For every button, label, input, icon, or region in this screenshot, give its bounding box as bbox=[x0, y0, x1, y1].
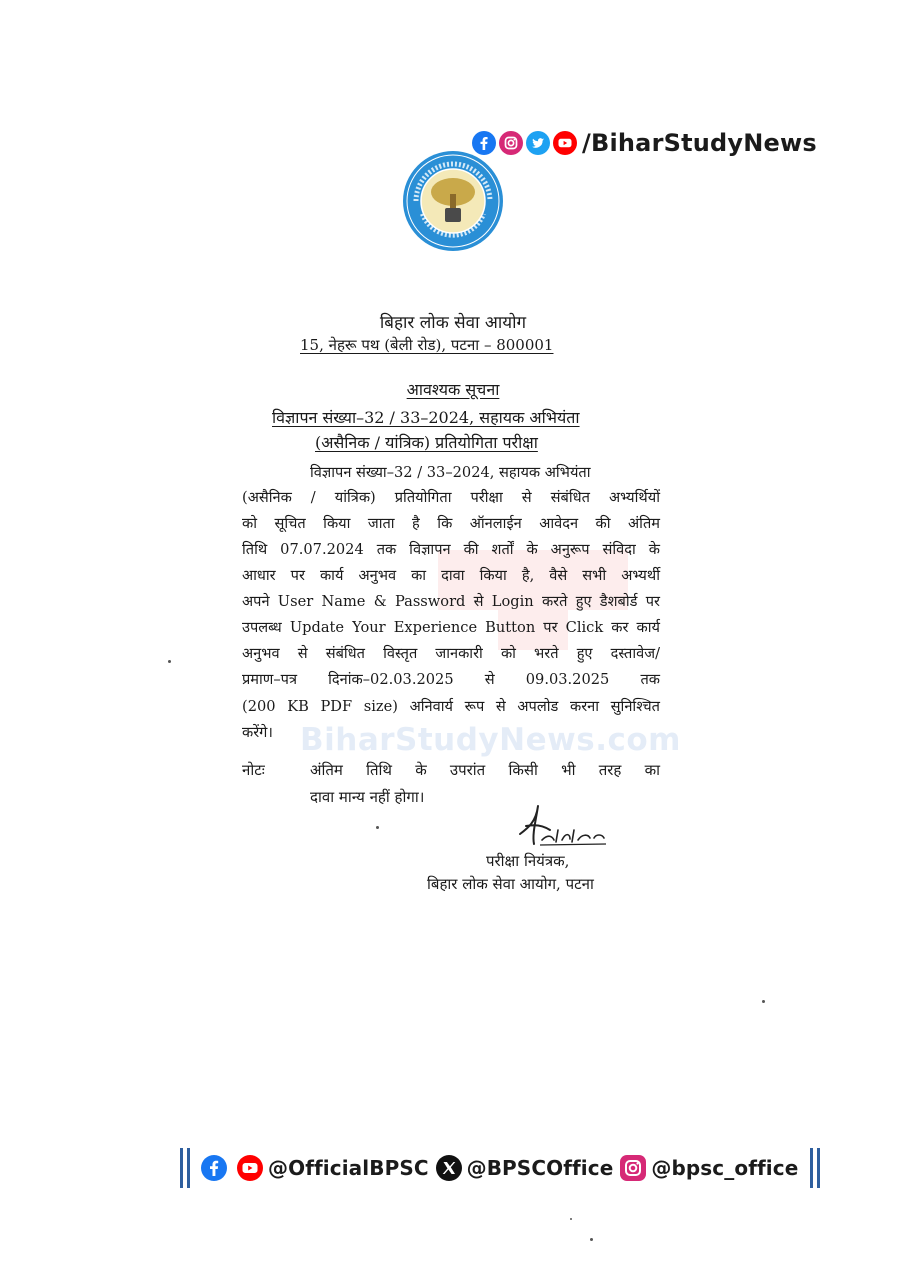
bpsc-seal-logo bbox=[402, 150, 504, 252]
bpsc-office-x-handle[interactable]: @BPSCOffice bbox=[466, 1156, 614, 1180]
note-label: नोटः bbox=[242, 761, 265, 779]
body-line-4: तिथि 07.07.2024 तक विज्ञापन की शर्तों के अनुरूप संविदा के bbox=[242, 541, 660, 558]
org-address: 15, नेहरू पथ (बेली रोड), पटना – 800001 bbox=[300, 336, 554, 354]
bpsc-official-handle[interactable]: @OfficialBPSC bbox=[268, 1156, 429, 1180]
body-line-7: उपलब्ध Update Your Experience Button पर Click कर कार्य bbox=[242, 619, 660, 636]
body-line-8: अनुभव से संबंधित विस्तृत जानकारी को भरते हुए दस्तावेज/ bbox=[242, 645, 660, 662]
scan-speck bbox=[570, 1218, 572, 1220]
subject-line-1: विज्ञापन संख्या–32 / 33–2024, सहायक अभियंता bbox=[272, 408, 580, 427]
divider-bar bbox=[187, 1148, 190, 1188]
bottom-social-bar bbox=[178, 1146, 822, 1190]
org-heading: बिहार लोक सेवा आयोग bbox=[379, 313, 527, 333]
signatory-title: परीक्षा नियंत्रक, bbox=[486, 852, 570, 870]
divider-bar bbox=[817, 1148, 820, 1188]
handwritten-signature bbox=[514, 800, 614, 850]
scan-speck bbox=[762, 1000, 765, 1003]
note-line-1: अंतिम तिथि के उपरांत किसी भी तरह का bbox=[310, 761, 660, 779]
body-line-11: करेंगे। bbox=[242, 724, 273, 741]
body-line-1: विज्ञापन संख्या–32 / 33–2024, सहायक अभियंता bbox=[310, 464, 591, 481]
scan-speck bbox=[168, 660, 171, 663]
x-icon[interactable] bbox=[435, 1154, 463, 1182]
body-line-2: (असैनिक / यांत्रिक) प्रतियोगिता परीक्षा से संबंधित अभ्यर्थियों bbox=[242, 489, 660, 506]
twitter-icon[interactable] bbox=[526, 131, 550, 155]
body-line-5: आधार पर कार्य अनुभव का दावा किया है, वैसे सभी अभ्यर्थी bbox=[242, 567, 660, 584]
instagram-icon[interactable] bbox=[619, 1154, 647, 1182]
body-line-9: प्रमाण–पत्र दिनांक–02.03.2025 से 09.03.2025 तक bbox=[242, 671, 660, 688]
note-line-2: दावा मान्य नहीं होगा। bbox=[310, 788, 425, 806]
body-line-10: (200 KB PDF size) अनिवार्य रूप से अपलोड करना सुनिश्चित bbox=[242, 698, 660, 715]
divider-bar bbox=[810, 1148, 813, 1188]
youtube-icon[interactable] bbox=[236, 1154, 264, 1182]
scan-speck bbox=[376, 826, 379, 829]
body-line-3: को सूचित किया जाता है कि ऑनलाईन आवेदन की अंतिम bbox=[242, 515, 660, 532]
top-social-handle[interactable]: /BiharStudyNews bbox=[582, 129, 817, 157]
subject-line-2: (असैनिक / यांत्रिक) प्रतियोगिता परीक्षा bbox=[315, 433, 538, 452]
divider-bar bbox=[180, 1148, 183, 1188]
scan-speck bbox=[590, 1238, 593, 1241]
bpsc-instagram-handle[interactable]: @bpsc_office bbox=[651, 1156, 799, 1180]
signatory-org: बिहार लोक सेवा आयोग, पटना bbox=[427, 875, 594, 893]
body-line-6: अपने User Name & Password से Login करते हुए डैशबोर्ड पर bbox=[242, 593, 660, 610]
top-social-bar bbox=[472, 127, 817, 159]
watermark-text: BiharStudyNews.com bbox=[300, 722, 681, 758]
notice-title: आवश्यक सूचना bbox=[406, 380, 500, 399]
facebook-icon[interactable] bbox=[200, 1154, 228, 1182]
youtube-icon[interactable] bbox=[553, 131, 577, 155]
